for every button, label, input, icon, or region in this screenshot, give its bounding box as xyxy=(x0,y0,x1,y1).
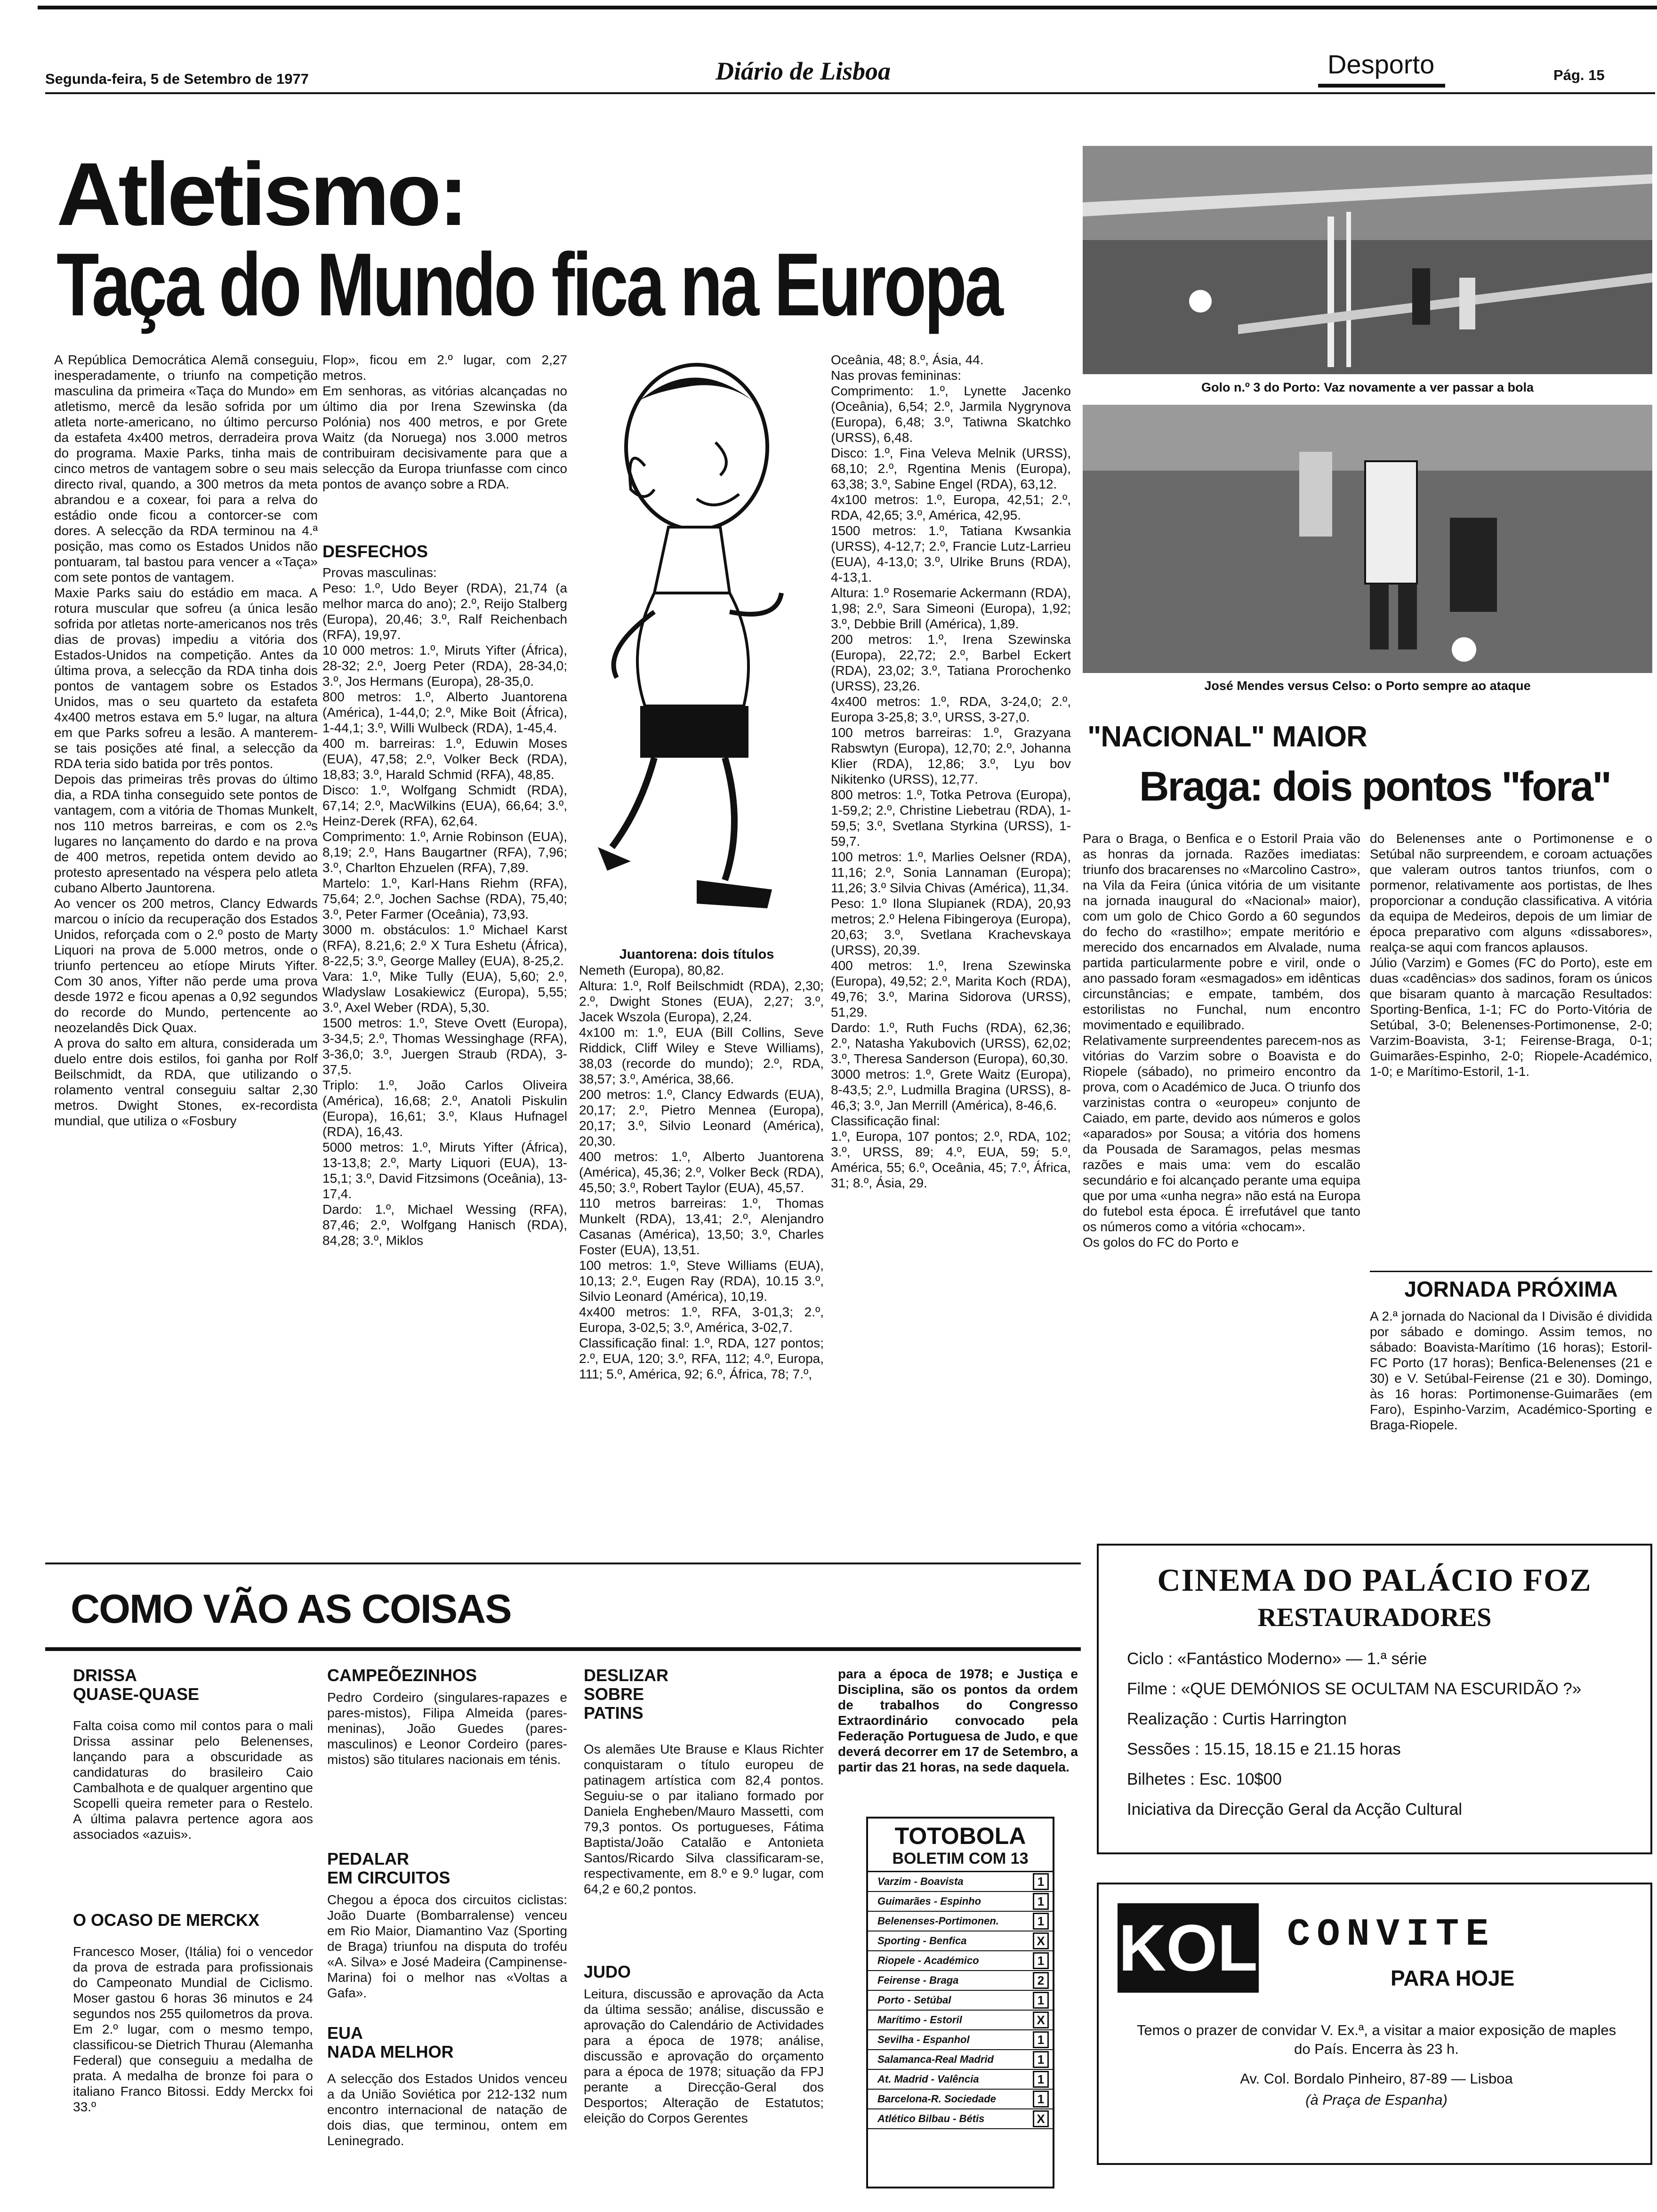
photo-porto-goal xyxy=(1083,146,1652,374)
patins-heading: DESLIZAR SOBRE PATINS xyxy=(584,1666,668,1723)
section-underline xyxy=(1318,84,1445,88)
atletismo-col-4: Oceânia, 48; 8.º, Ásia, 44. Nas provas femininas: Comprimento: 1.º, Lynette Jacenko (Oceânia), 6,54; 2.º, Jarmila Nygrynova (Europa), 6,48; 3.º, Tatiwna Skatchko (URSS), 6,48. Disco: 1.º, Fina Veleva Melnik (URSS), 68,10; 2.º, Rgentina Menis (Europa), 63,38; 3.º, Sabine Engel (RDA), 63,12. 4x100 metros: 1.º, Europa, 42,51; 2.º, RDA, 42,65; 3.º, América, 42,95. 1500 metros: 1.º, Tatiana Kwsankia (URSS), 4-12,7; 2.º, Francie Lutz-Larrieu (EUA), 4-13,0; 3.º, Ulrike Bruns (RDA), 4-13,1. Altura: 1.º Rosemarie Ackermann (RDA), 1,98; 2.º, Sara Simeoni (Europa), 1,92; 3.º, Debbie Brill (América), 1,89. 200 metros: 1.º, Irena Szewinska (Europa), 22,72; 2.º, Barbel Eckert (RDA), 23,02; 3.º, Tatiana Prorochenko (URSS), 23,26. 4x400 metros: 1.º, RDA, 3-24,0; 2.º, Europa 3-25,8; 3.º, URSS, 3-27,0. 100 metros barreiras: 1.º, Grazyana Rabswtyn (Europa), 12,70; 2.º, Johanna Klier (RDA), 12,86; 3.º, Lyu bov Nikitenko (URSS), 12,77. 800 metros: 1.º, Totka Petrova (Europa), 1-59,2; 2.º, Christine Liebetrau (RDA), 1-59,5; 3.º, Svetlana Styrkina (URSS), 1-59,7. 100 metros: 1.º, Marlies Oelsner (RDA), 11,16; 2.º, Sonia Lannaman (Europa); 11,26; 3.º Silvia Chivas (América), 11,34. Peso: 1.º Ilona Slupianek (RDA), 20,93 metros; 2.º Helena Fibingeroya (Europa), 20,63; 3.º, Svetlana Krachevskaya (URSS), 20,39. 400 metros: 1.º, Irena Szewinska (Europa), 49,52; 2.º, Marita Koch (RDA), 49,76; 3.º, Marina Sidorova (URSS), 51,29. Dardo: 1.º, Ruth Fuchs (RDA), 62,36; 2.º, Natasha Yakubovich (URSS), 62,02; 3.º, Theresa Sanderson (Europa), 60,30. 3000 metros: 1.º, Grete Waitz (Europa), 8-43,5; 2.º, Ludmilla Bragina (URSS), 8-46,3; 3.º, Jan Merrill (América), 8-46,6. Classificação final: 1.º, Europa, 107 pontos; 2.º, RDA, 102; 3.º, URSS, 89; 4.º, EUA, 59; 5.º, América, 55; 6.º, Oceânia, 45; 7.º, África, 31; 8.º, Ásia, 29. xyxy=(831,353,1071,1190)
merckx-heading: O OCASO DE MERCKX xyxy=(73,1910,260,1930)
nacional-headline: Braga: dois pontos "fora" xyxy=(1139,763,1610,809)
juantorena-cartoon xyxy=(574,348,819,941)
totobola-match: Porto - Setúbal xyxy=(877,1994,951,2006)
photo-mendes-celso xyxy=(1083,405,1652,673)
totobola-row xyxy=(868,2090,1053,2109)
totobola-row xyxy=(868,1951,1053,1971)
masthead-date: Segunda-feira, 5 de Setembro de 1977 xyxy=(45,71,309,87)
kol-address-2: (à Praça de Espanha) xyxy=(1305,2092,1448,2108)
totobola-match: Barcelona-R. Sociedade xyxy=(877,2093,996,2105)
totobola-box xyxy=(866,1817,1054,2188)
cinema-title: CINEMA DO PALÁCIO FOZ xyxy=(1157,1562,1592,1598)
kol-logo: KOL xyxy=(1118,1903,1259,1993)
totobola-match: Feirense - Braga xyxy=(877,1974,959,1986)
cinema-filme: Filme : «QUE DEMÓNIOS SE OCULTAM NA ESCURIDÃO ?» xyxy=(1127,1680,1582,1698)
eua-text: A selecção dos Estados Unidos venceu a da União Soviética por 212-132 num encontro internacional de natação de dois dias, que terminou, ontem em Leninegrado. xyxy=(327,2071,567,2148)
totobola-match: Marítimo - Estoril xyxy=(877,2014,962,2026)
totobola-match: At. Madrid - Valência xyxy=(877,2073,979,2085)
drissa-heading: DRISSA QUASE-QUASE xyxy=(73,1666,200,1704)
nacional-kicker: "NACIONAL" MAIOR xyxy=(1087,721,1367,753)
totobola-row xyxy=(868,2011,1053,2030)
totobola-row xyxy=(868,2030,1053,2050)
jornada-rule xyxy=(1370,1271,1652,1272)
totobola-match: Riopele - Académico xyxy=(877,1955,979,1966)
totobola-subtitle: BOLETIM COM 13 xyxy=(868,1850,1053,1872)
football-photo-icon xyxy=(1083,405,1652,673)
atletismo-headline-2: Taça do Mundo fica na Europa xyxy=(56,235,1002,335)
cinema-realizacao: Realização : Curtis Harrington xyxy=(1127,1710,1347,1728)
totobola-result: X xyxy=(1033,2110,1049,2127)
kol-title: CONVITE xyxy=(1287,1913,1496,1956)
coisas-headline: COMO VÃO AS COISAS xyxy=(71,1587,511,1632)
atletismo-col-3: Nemeth (Europa), 80,82. Altura: 1.º, Rolf Beilschmidt (RDA), 2,30; 2.º, Dwight Stones (EUA), 2,27; 3.º, Jacek Wszola (Europa), 2,24. 4x100 m: 1.º, EUA (Bill Collins, Seve Riddick, Cliff Wiley e Steve Williams), 38,03 (recorde do mundo); 2.º, RDA, 38,57; 3.º, América, 38,66. 200 metros: 1.º, Clancy Edwards (EUA), 20,17; 2.º, Pietro Mennea (Europa), 20,17; 3.º, Silvio Leonard (América), 20,30. 400 metros: 1.º, Alberto Juantorena (América), 45,36; 2.º, Volker Beck (RDA), 45,50; 3.º, Robert Taylor (EUA), 45,57. 110 metros barreiras: 1.º, Thomas Munkelt (RDA), 13,41; 2.º, Alenjandro Casanas (América), 13,50; 3.º, Charles Foster (EUA), 13,51. 100 metros: 1.º, Steve Williams (EUA), 10,13; 2.º, Eugen Ray (RDA), 10.15 3.º, Silvio Leonard (América), 10,19. 4x400 metros: 1.º, RFA, 3-01,3; 2.º, Europa, 3-02,5; 3.º, América, 3-02,7. Classificação final: 1.º, RDA, 127 pontos; 2.º, EUA, 120; 3.º, RFA, 112; 4.º, Europa, 111; 5.º, América, 92; 6.º, África, 78; 7.º, xyxy=(579,963,824,1381)
cinema-sessoes: Sessões : 15.15, 18.15 e 21.15 horas xyxy=(1127,1740,1401,1758)
drissa-text: Falta coisa como mil contos para o mali Drissa assinar pelo Belenenses, lançando para a obscuridade as candidaturas do brasileiro Caio Cambalhota e de qualquer argentino que Scopelli queira remeter para o Restelo. A última palavra pertence agora aos associados «azuis». xyxy=(73,1718,313,1842)
totobola-result: 2 xyxy=(1033,1972,1049,1989)
cinema-bilhetes: Bilhetes : Esc. 10$00 xyxy=(1127,1770,1282,1788)
photo-caption-2: José Mendes versus Celso: o Porto sempre ao ataque xyxy=(1204,679,1531,693)
masthead-section: Desporto xyxy=(1327,49,1435,79)
totobola-result: 1 xyxy=(1033,1873,1049,1890)
runner-caricature-icon xyxy=(574,348,819,941)
totobola-match: Sevilha - Espanhol xyxy=(877,2034,970,2045)
top-rule xyxy=(38,6,1657,9)
atletismo-headline-1: Atletismo: xyxy=(56,144,466,244)
totobola-row xyxy=(868,2109,1053,2129)
jornada-title: JORNADA PRÓXIMA xyxy=(1404,1277,1618,1301)
totobola-result: 1 xyxy=(1033,1913,1049,1930)
totobola-row xyxy=(868,1892,1053,1912)
judo-heading: JUDO xyxy=(584,1962,631,1981)
photo-caption-1: Golo n.º 3 do Porto: Vaz novamente a ver passar a bola xyxy=(1201,380,1534,394)
totobola-row xyxy=(868,1931,1053,1951)
jornada-text: A 2.ª jornada do Nacional da I Divisão é dividida por sábado e domingo. Assim temos, no sábado: Boavista-Marítimo (16 horas); Estoril-FC Porto (17 horas); Benfica-Belenenses (21 e 30) e V. Setúbal-Feirense (21 e 30). Domingo, às 16 horas: Portimonense-Guimarães (em Faro), Espinho-Varzim, Académico-Sporting e Braga-Riopele. xyxy=(1370,1309,1652,1432)
kol-address: Av. Col. Bordalo Pinheiro, 87-89 — Lisboa xyxy=(1240,2070,1513,2087)
totobola-result: X xyxy=(1033,2012,1049,2028)
pedalar-heading: PEDALAR EM CIRCUITOS xyxy=(327,1849,450,1887)
cinema-ciclo: Ciclo : «Fantástico Moderno» — 1.ª série xyxy=(1127,1650,1427,1668)
cinema-ad xyxy=(1097,1544,1652,1854)
merckx-text: Francesco Moser, (Itália) foi o vencedor da prova de estrada para profissionais do Campeonato Mundial de Ciclismo. Moser gastou 6 horas 36 minutos e 24 segundos nos 255 quilometros da prova. Em 2.º lugar, com o mesmo tempo, classificou-se Dietrich Thurau (Alemanha Federal) que conseguiu a medalha de prata. A medalha de bronze foi para o italiano Franco Bitossi. Eddy Merckx foi 33.º xyxy=(73,1944,313,2114)
totobola-result: 1 xyxy=(1033,2031,1049,2048)
totobola-match: Sporting - Benfica xyxy=(877,1935,967,1947)
campeoezinhos-heading: CAMPEÕEZINHOS xyxy=(327,1666,477,1685)
atletismo-col-2-intro: Flop», ficou em 2.º lugar, com 2,27 metros. Em senhoras, as vitórias alcançadas no último dia por Irena Szewinska (da Polónia) nos 400 metros, e por Grete Waitz (da Noruega) nos 3.000 metros contribuiram decisivamente para que a selecção da Europa triunfasse com cinco pontos de avanço sobre a RDA. xyxy=(322,353,567,491)
totobola-result: 1 xyxy=(1033,1893,1049,1910)
kol-ad xyxy=(1097,1883,1652,2165)
campeoezinhos-text: Pedro Cordeiro (singulares-rapazes e pares-mistos), Filipa Almeida (pares-meninas), João Guedes (pares-masculinos) e Leonor Cordeiro (pares-mistos) são titulares nacionais em ténis. xyxy=(327,1690,567,1767)
football-photo-icon xyxy=(1083,146,1652,374)
desfechos-title: DESFECHOS xyxy=(322,542,428,561)
atletismo-col-2-results: Provas masculinas: Peso: 1.º, Udo Beyer (RDA), 21,74 (a melhor marca do ano); 2.º, Reijo Stalberg (Europa), 20,46; 3.º, Ralf Reichenbach (RFA), 19,97. 10 000 metros: 1.º, Miruts Yifter (África), 28-32; 2.º, Joerg Peter (RDA), 28-34,0; 3.º, Jos Hermans (Europa), 28-35,0. 800 metros: 1.º, Alberto Juantorena (América), 1-44,0; 2.º, Mike Boit (África), 1-44,1; 3.º, Willi Wulbeck (RDA), 1-45,4. 400 m. barreiras: 1.º, Eduwin Moses (EUA), 47,58; 2.º, Volker Beck (RDA), 18,83; 3.º, Harald Schmid (RFA), 48,85. Disco: 1.º, Wolfgang Schmidt (RDA), 67,14; 2.º, MacWilkins (EUA), 66,64; 3.º, Heinz-Derek (RFA), 62,64. Comprimento: 1.º, Arnie Robinson (EUA), 8,19; 2.º, Hans Baugartner (RFA), 7,96; 3.º, Charlton Ehzuelen (RFA), 7,89. Martelo: 1.º, Karl-Hans Riehm (RFA), 75,64; 2.º, Jochen Sachse (RDA), 75,40; 3.º, Peter Farmer (Oceânia), 73,93. 3000 m. obstáculos: 1.º Michael Karst (RFA), 8.21,6; 2.º X Tura Eshetu (África), 8-22,5; 3.º, George Malley (EUA), 8-25,2. Vara: 1.º, Mike Tully (EUA), 5,60; 2.º, Wladyslaw Losakiewicz (Europa), 5,55; 3.º, Axel Weber (RDA), 5,30. 1500 metros: 1.º, Steve Ovett (Europa), 3-34,5; 2.º, Thomas Wessinghage (RFA), 3-36,0; 3.º, Juergen Straub (RDA), 3-37,5. Triplo: 1.º, João Carlos Oliveira (América), 16,68; 2.º, Anatoli Piskulin (Europa), 16,61; 3.º, Klaus Hufnagel (RDA), 16,43. 5000 metros: 1.º, Miruts Yifter (África), 13-13,8; 2.º, Marty Liquori (EUA), 13-15,1; 3.º, David Fitzsimons (Oceânia), 13-17,4. Dardo: 1.º, Michael Wessing (RFA), 87,46; 2.º, Wolfgang Hanisch (RDA), 84,28; 3.º, Miklos xyxy=(322,565,567,1248)
totobola-result: 1 xyxy=(1033,1992,1049,2009)
masthead-title: Diário de Lisboa xyxy=(716,57,891,85)
cinema-iniciativa: Iniciativa da Direcção Geral da Acção Cultural xyxy=(1127,1800,1463,1819)
totobola-row xyxy=(868,2050,1053,2070)
cinema-subtitle: RESTAURADORES xyxy=(1257,1603,1492,1632)
nacional-col-2: do Belenenses ante o Portimonense e o Setúbal não surpreendem, e coroam actuações que valeram outros tantos triunfos, com o pormenor, relativamente aos portistas, de lhes proporcionar a condução classificativa. A vitória da equipa de Medeiros, depois de um limiar de época preparativo com alguns «dissabores», realça-se aqui com francos aplausos. Júlio (Varzim) e Gomes (FC do Porto), este em duas «cadências» dos sadinos, foram os únicos que bisaram quanto à marcação Resultados: Sporting-Benfica, 1-1; FC do Porto-Vitória de Setúbal, 3-0; Belenenses-Portimonense, 2-0; Varzim-Boavista, 3-1; Feirense-Braga, 0-1; Guimarães-Espinho, 2-0; Riopele-Académico, 1-0; e Marítimo-Estoril, 1-1. xyxy=(1370,831,1652,1079)
judo-text: Leitura, discussão e aprovação da Acta da última sessão; análise, discussão e aprovação do Calendário de Actividades para a época de 1978; análise, discussão e aprovação do orçamento para a época de 1978; situação da FPJ perante a Direcção-Geral dos Desportos; Alteração de Estatutos; eleição do Corpos Gerentes xyxy=(584,1987,824,2125)
eua-heading: EUA NADA MELHOR xyxy=(327,2023,454,2061)
totobola-rows xyxy=(868,1872,1053,2129)
patins-text: Os alemães Ute Brause e Klaus Richter conquistaram o título europeu de patinagem artística com 82,4 pontos. Seguiu-se o par italiano formado por Daniela Engheben/Mauro Massetti, com 79,3 pontos. Os portugueses, Fátima Baptista/João Catalão e Antonieta Santos/Ricardo Silva classificaram-se, respectivamente, em 8.º e 9.º lugar, com 64,2 e 60,2 pontos. xyxy=(584,1742,824,1896)
kol-text: Temos o prazer de convidar V. Ex.ª, a visitar a maior exposição de maples do País. Encerra às 23 h. xyxy=(1136,2022,1617,2057)
coisas-rule xyxy=(45,1647,1081,1651)
totobola-result: 1 xyxy=(1033,2071,1049,2088)
totobola-row xyxy=(868,1971,1053,1991)
judo-text-continued: para a época de 1978; e Justiça e Disciplina, são os pontos da ordem de trabalhos do Congresso Extraordinário convocado pela Federação Portuguesa de Judo, e que deverá decorrer em 17 de Setembro, a partir das 21 horas, na sede daquela. xyxy=(838,1667,1078,1774)
atletismo-col-1: A República Democrática Alemã conseguiu, inesperadamente, o triunfo na competição masculina da primeira «Taça do Mundo» em atletismo, mercê da lesão sofrida por um atleta norte-americano, no último percurso da estafeta 4x400 metros, derradeira prova do programa. Maxie Parks, tinha mais de cinco metros de vantagem sobre o seu mais directo rival, quando, a 300 metros da meta abrandou e a coxear, foi para a relva do estádio onde ficou a contorcer-se com dores. A selecção da RDA terminou na 4.ª posição, mas como os Estados Unidos não pontuaram, tal bastou para vencer a «Taça» com sete pontos de vantagem. Maxie Parks saiu do estádio em maca. A rotura muscular que sofreu (a única lesão sofrida por atletas norte-americanos nos três dias de provas) impediu a vitória dos Estados-Unidos na competição. Antes da última prova, a selecção da RDA tinha dois pontos de vantagem sobre os Estados Unidos, mas o seu quarteto da estafeta 4x400 metros estava em 5.º lugar, na altura em que Parks sofreu a lesão. A manterem-se tais posições até final, a selecção da RDA teria sido batida por três pontos. Depois das primeiras três provas do último dia, a RDA tinha conseguido sete pontos de vantagem, com a vitória de Thomas Munkelt, nos 110 metros barreiras, e com os 2.ºs lugares no lançamento do dardo e na prova de 400 metros, repetida ontem devido ao protesto apresentado na véspera pelo atleta cubano Alberto Jauntorena. Ao vencer os 200 metros, Clancy Edwards marcou o início da recuperação dos Estados Unidos, reforçada com o 2.º posto de Marty Liquori na prova de 5.000 metros, onde o triunfo pertenceu ao etíope Miruts Yifter. Com 30 anos, Yifter não perde uma prova desde 1972 e ficou apenas a 0,92 segundos do recorde do Mundo, pertencente ao neozelandês Dick Quax. A prova do salto em altura, considerada um duelo entre dois estilos, foi ganha por Rolf Beilschmidt, da RDA, que utilizando o rolamento ventral conseguiu saltar 2,30 metros. Dwight Stones, ex-recordista mundial, que utiliza o «Fosbury xyxy=(54,353,318,1128)
totobola-result: 1 xyxy=(1033,2091,1049,2108)
masthead-rule xyxy=(45,92,1655,94)
totobola-result: 1 xyxy=(1033,2051,1049,2068)
nacional-col-1: Para o Braga, o Benfica e o Estoril Praia vão as honras da jornada. Razões imediatas: triunfo dos bracarenses no «Marcolino Castro», na Vila da Feira (única vitória de um visitante na jornada inaugural do «Nacional» maior), com um golo de Chico Gordo a 60 segundos do fecho do «rastilho»; empate meritório e merecido dos encarnados em Alvalade, numa partida particularmente pobre e viril, onde o ano passado foram «esmagados» em idênticas circunstâncias; e empate, também, dos estorilistas no Funchal, num encontro movimentado e equilibrado. Relativamente surpreendentes parecem-nos as vitórias do Varzim sobre o Boavista e do Riopele (sábado), no primeiro encontro da prova, com o Académico de Juca. O triunfo dos varzinistas contra o «europeu» conjunto de Caiado, em parte, devido aos números e golos «aparados» por Sousa; a vitória dos homens da Pousada de Saramagos, pelas mesmas razões e mais uma: vem do escalão secundário e foi alcançado perante uma equipa que por uma «unha negra» não está na Europa do futebol esta época. É irrefutável que tanto os números como a vitória «chocam». Os golos do FC do Porto e xyxy=(1083,831,1360,1250)
totobola-row xyxy=(868,1872,1053,1892)
totobola-match: Guimarães - Espinho xyxy=(877,1895,981,1907)
page-number: Pág. 15 xyxy=(1553,67,1605,83)
totobola-result: X xyxy=(1033,1932,1049,1949)
totobola-row xyxy=(868,1912,1053,1931)
coisas-top-rule xyxy=(45,1563,1081,1564)
kol-subtitle: PARA HOJE xyxy=(1391,1966,1515,1990)
pedalar-text: Chegou a época dos circuitos ciclistas: João Duarte (Bombarralense) venceu em Rio Maior, Diamantino Vaz (Sporting de Braga) triunfou na disputa do troféu «A. Silva» e José Madeira (Campinense-Marina) foi o melhor nas «Voltas a Gafa». xyxy=(327,1892,567,2000)
totobola-match: Varzim - Boavista xyxy=(877,1875,964,1887)
totobola-match: Atlético Bilbau - Bétis xyxy=(877,2113,985,2124)
totobola-match: Belenenses-Portimonen. xyxy=(877,1915,999,1927)
totobola-match: Salamanca-Real Madrid xyxy=(877,2053,994,2065)
totobola-row xyxy=(868,2070,1053,2090)
totobola-row xyxy=(868,1991,1053,2011)
totobola-result: 1 xyxy=(1033,1952,1049,1969)
cartoon-caption: Juantorena: dois títulos xyxy=(619,947,774,962)
totobola-title: TOTOBOLA xyxy=(894,1823,1026,1849)
